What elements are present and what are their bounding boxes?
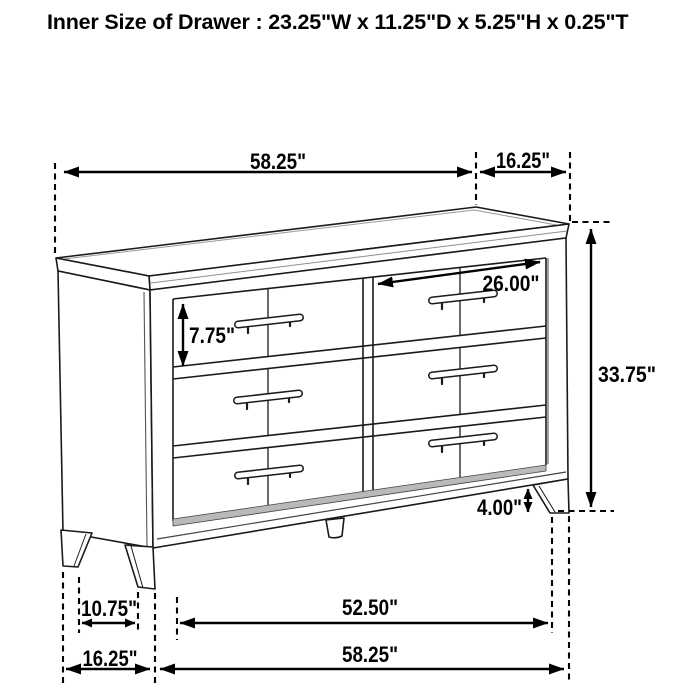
diagram-title: Inner Size of Drawer : 23.25"W x 11.25"D x 5.25"H x 0.25"T [47,10,629,34]
dresser-left-side [58,271,153,548]
leg-back-left [61,530,92,567]
dim-label-drawer-height: 7.75" [189,323,235,348]
dim-label-top-depth: 16.25" [496,148,550,173]
dresser-drawing [56,207,569,589]
dim-label-leg-gap-side: 10.75" [81,596,137,621]
dim-label-drawer-width: 26.00" [482,271,540,296]
leg-center [326,518,344,538]
dim-label-overall-height: 33.75" [598,362,656,387]
dim-label-top-width: 58.25" [250,149,306,174]
leg-front-right [533,479,569,513]
dim-label-base-depth: 16.25" [82,646,138,671]
dim-label-leg-height: 4.00" [477,495,522,520]
dim-label-leg-span: 52.50" [342,595,398,620]
dim-label-base-width: 58.25" [342,642,398,667]
side-panel [58,271,153,548]
leg-front-left [125,545,155,589]
